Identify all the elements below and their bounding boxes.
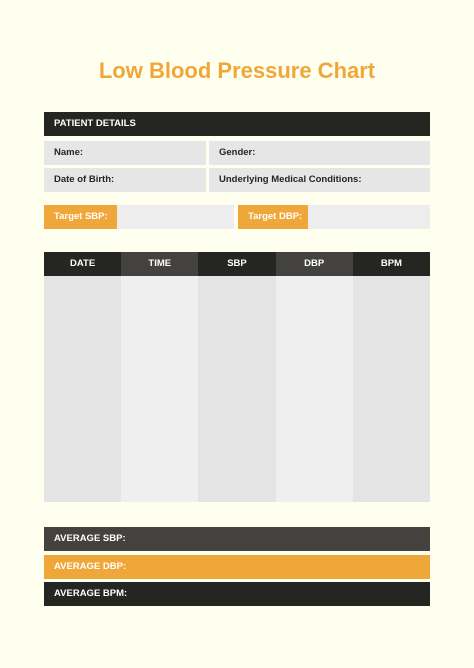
column-header-time: TIME (121, 252, 198, 276)
time-column-cells[interactable] (121, 276, 198, 502)
sbp-column-cells[interactable] (198, 276, 275, 502)
dbp-column-cells[interactable] (276, 276, 353, 502)
medical-conditions-field[interactable]: Underlying Medical Conditions: (209, 168, 430, 192)
column-header-bpm: BPM (353, 252, 430, 276)
target-dbp-input[interactable] (308, 205, 430, 229)
bpm-column (353, 252, 430, 502)
page-title: Low Blood Pressure Chart (98, 58, 376, 83)
gender-field[interactable]: Gender: (209, 141, 430, 165)
column-header-sbp: SBP (198, 252, 275, 276)
time-column (121, 252, 198, 502)
date-column (44, 252, 121, 502)
average-dbp-row[interactable]: AVERAGE DBP: (44, 555, 430, 579)
name-field[interactable]: Name: (44, 141, 206, 165)
average-bpm-row[interactable]: AVERAGE BPM: (44, 582, 430, 606)
bpm-column-cells[interactable] (353, 276, 430, 502)
average-sbp-row[interactable]: AVERAGE SBP: (44, 527, 430, 551)
sbp-column (198, 252, 275, 502)
readings-table (44, 252, 430, 502)
column-header-date: DATE (44, 252, 121, 276)
column-header-dbp: DBP (276, 252, 353, 276)
target-sbp-label: Target SBP: (44, 205, 117, 229)
dbp-column (276, 252, 353, 502)
target-dbp-label: Target DBP: (238, 205, 308, 229)
patient-details-header: PATIENT DETAILS (44, 112, 430, 136)
target-sbp-input[interactable] (117, 205, 234, 229)
date-column-cells[interactable] (44, 276, 121, 502)
date-of-birth-field[interactable]: Date of Birth: (44, 168, 206, 192)
